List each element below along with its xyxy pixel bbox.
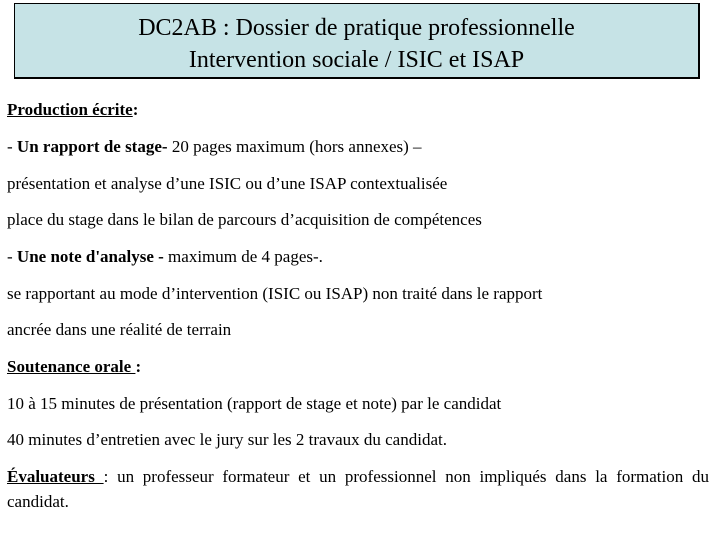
page-title: DC2AB : Dossier de pratique professionnelle [138, 15, 575, 41]
note-item [7, 247, 323, 267]
note-text: maximum de 4 pages-. [163, 247, 323, 266]
evaluateurs-paragraph [7, 464, 709, 514]
page-subtitle: Intervention sociale / ISIC et ISAP [188, 47, 525, 73]
production-heading-colon: : [132, 100, 139, 119]
note-detail-1: se rapportant au mode d’intervention (ISIC ou ISAP) non traité dans le rapport [7, 284, 543, 303]
soutenance-heading-colon: : [135, 357, 142, 376]
title-banner [14, 3, 700, 79]
rapport-dash: - [7, 137, 17, 156]
rapport-detail-1: présentation et analyse d’une ISIC ou d’une ISAP contextualisée [7, 174, 448, 193]
evaluateurs-label: Évaluateurs [7, 467, 104, 486]
note-detail-2: ancrée dans une réalité de terrain [7, 320, 232, 339]
rapport-item [7, 137, 422, 157]
note-label: Une note d'analyse - [16, 247, 164, 266]
soutenance-heading-text: Soutenance orale [7, 357, 136, 376]
rapport-text: 20 pages maximum (hors annexes) – [167, 137, 422, 156]
production-heading [7, 100, 138, 120]
note-dash: - [7, 247, 17, 266]
soutenance-detail-1: 10 à 15 minutes de présentation (rapport de stage et note) par le candidat [7, 394, 502, 413]
evaluateurs-text: : un professeur formateur et un professionnel non impliqués dans la formation du candidat. [7, 467, 709, 511]
soutenance-detail-2: 40 minutes d’entretien avec le jury sur les 2 travaux du candidat. [7, 430, 447, 449]
rapport-detail-2: place du stage dans le bilan de parcours d’acquisition de compétences [7, 210, 482, 229]
production-heading-text: Production écrite [7, 100, 133, 119]
soutenance-heading [7, 357, 141, 377]
rapport-label: Un rapport de stage- [16, 137, 168, 156]
